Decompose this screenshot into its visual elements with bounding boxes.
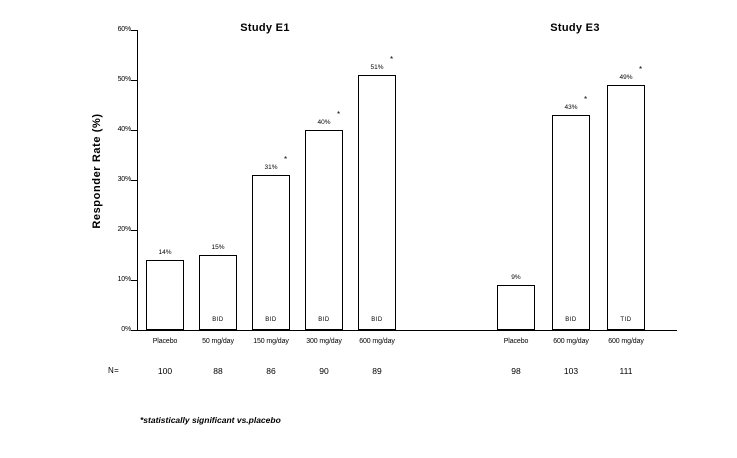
bar-value-label: 40%: [317, 119, 331, 126]
footnote: *statistically significant vs.placebo: [140, 415, 281, 425]
y-tick-label: 20%: [117, 226, 131, 233]
bar-value-label: 9%: [511, 274, 521, 281]
significance-star: *: [390, 55, 394, 64]
bar-value-label: 43%: [564, 104, 578, 111]
bar: [305, 130, 343, 330]
panel-title-study-e3: Study E3: [550, 22, 600, 34]
significance-star: *: [284, 155, 288, 164]
x-category-label: 600 mg/day: [608, 338, 644, 345]
x-category-label: 150 mg/day: [253, 338, 289, 345]
x-category-label: Placebo: [503, 338, 529, 345]
n-value-label: 88: [213, 366, 223, 376]
panel-title-study-e1: Study E1: [240, 22, 290, 34]
n-value-label: 86: [266, 366, 276, 376]
n-value-label: 100: [157, 366, 173, 376]
bar-value-label: 51%: [370, 64, 384, 71]
bar: [252, 175, 290, 330]
y-tick-label: 10%: [117, 276, 131, 283]
significance-star: *: [337, 110, 341, 119]
bar-value-label: 49%: [619, 74, 633, 81]
bar: [607, 85, 645, 330]
n-value-label: 111: [619, 366, 633, 376]
bar: [497, 285, 535, 330]
bar: [146, 260, 184, 330]
bar-dosing-label: BID: [212, 317, 224, 323]
x-category-label: 600 mg/day: [359, 338, 395, 345]
significance-star: *: [639, 65, 643, 74]
significance-star: *: [584, 95, 588, 104]
n-value-label: 98: [511, 366, 521, 376]
x-category-label: Placebo: [152, 338, 178, 345]
bar-value-label: 31%: [264, 164, 278, 171]
n-value-label: 89: [372, 366, 382, 376]
bar: [199, 255, 237, 330]
bar-value-label: 15%: [211, 244, 225, 251]
y-tick-label: 50%: [117, 76, 131, 83]
bar-dosing-label: BID: [371, 317, 383, 323]
n-legend-label: N=: [108, 366, 120, 375]
y-tick-label: 0%: [121, 326, 131, 333]
n-value-label: 90: [319, 366, 329, 376]
y-tick-label: 40%: [117, 126, 131, 133]
x-category-label: 50 mg/day: [202, 338, 234, 345]
x-category-label: 300 mg/day: [306, 338, 342, 345]
n-value-label: 103: [563, 366, 579, 376]
x-category-label: 600 mg/day: [553, 338, 589, 345]
bar-dosing-label: BID: [565, 317, 577, 323]
bar-value-label: 14%: [158, 249, 172, 256]
bar-dosing-label: BID: [318, 317, 330, 323]
bar-dosing-label: TID: [620, 317, 632, 323]
bar-dosing-label: BID: [265, 317, 277, 323]
bar: [358, 75, 396, 330]
y-tick-label: 30%: [117, 176, 131, 183]
bar: [552, 115, 590, 330]
y-tick-label: 60%: [117, 26, 131, 33]
y-axis-title: Responder Rate (%): [91, 113, 103, 229]
